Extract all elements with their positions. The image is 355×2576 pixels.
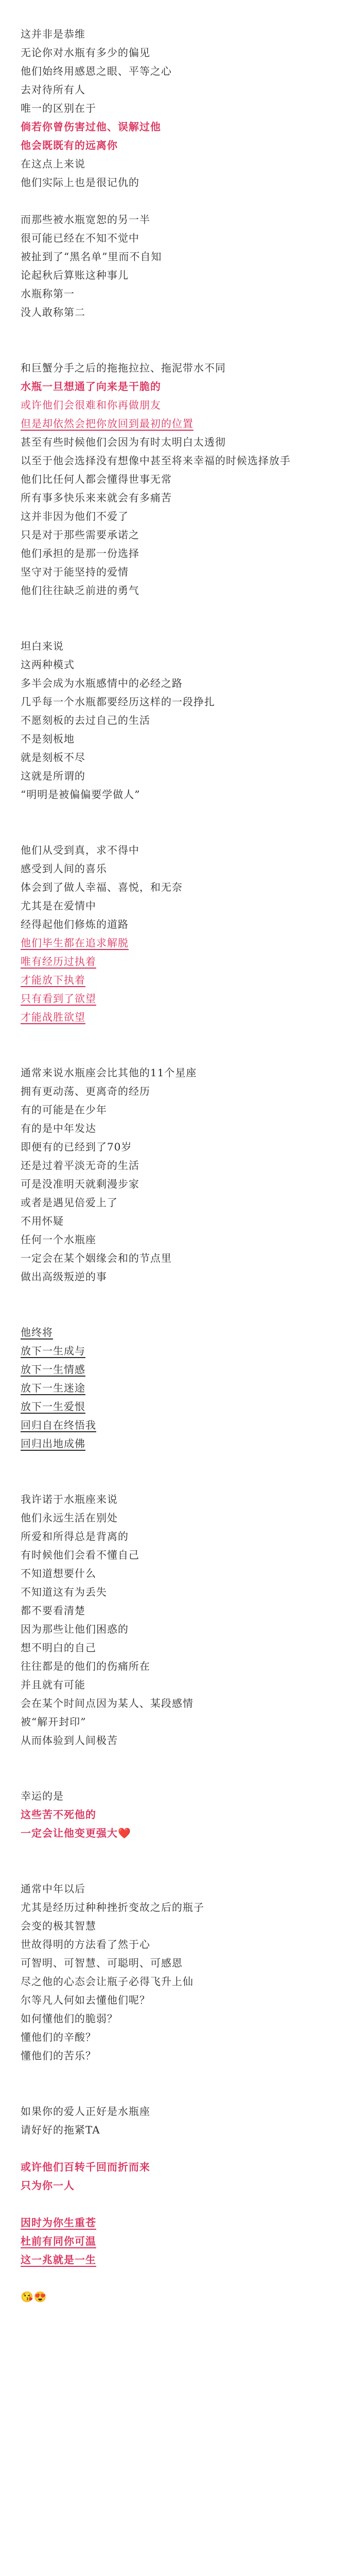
text-line: 可智明、可智慧、可聪明、可感恩 (21, 1957, 183, 1969)
text-line: 坚守对于能坚持的爱情 (21, 566, 129, 578)
line-gap (21, 1768, 334, 1787)
highlight-line: 或许他们会很难和你再做朋友 (21, 399, 161, 411)
text-line: 想不明白的自己 (21, 1641, 96, 1654)
text-line: 尽之他的心态会让瓶子必得飞升上仙 (21, 1975, 193, 1988)
text-line: 会在某个时间点因为某人、某段感情 (21, 1697, 193, 1709)
line-gap (21, 1453, 334, 1471)
highlight-line: 才能战胜欲望 (21, 1011, 85, 1023)
highlight-line: 他们毕生都在追求解脱 (21, 937, 129, 949)
text-line: 可是没准明天就剩漫步家 (21, 1178, 139, 1190)
text-line: 有的可能是在少年 (21, 1104, 107, 1116)
text-line: 只是对于那些需要承诺之 (21, 529, 139, 541)
text-line: 他们从受到真，求不得中 (21, 844, 139, 856)
text-line: 被“解开封印” (21, 1716, 86, 1728)
text-line: 以至于他会选择没有想像中甚至将来幸福的时候选择放手 (21, 454, 291, 467)
text-line: 任何一个水瓶座 (21, 1233, 96, 1246)
text-line: 都不要看清楚 (21, 1604, 85, 1617)
line-gap (21, 1750, 334, 1768)
line-gap (21, 340, 334, 359)
highlight-line: 唯有经历过执着 (21, 955, 96, 968)
text-line: 懂他们的苦乐？ (21, 2049, 96, 2062)
highlight-line: 他会既既有的远离你 (21, 139, 118, 151)
text-line: 回归出地成佛 (21, 1437, 85, 1450)
text-line: 或者是遇见倍爱上了 (21, 1196, 118, 1209)
text-line: 没人敢称第二 (21, 306, 85, 318)
text-line: 无论你对水瓶有多少的偏见 (21, 46, 150, 59)
text-line: 甚至有些时候他们会因为有时太明白太透彻 (21, 436, 226, 448)
text-line: 因为那些让他们困惑的 (21, 1623, 129, 1635)
text-line: 请好好的拖紧TA (21, 2124, 100, 2136)
highlight-line: 杜前有同你可温 (21, 2235, 96, 2247)
text-line: 通常中年以后 (21, 1883, 85, 1895)
text-line: 尤其是在爱情中 (21, 900, 96, 912)
highlight-line: 只为你一人 (21, 2179, 75, 2192)
text-line: 他终将 (21, 1326, 53, 1338)
text-line: 几乎每一个水瓶都要经历这样的一段挣扎 (21, 696, 215, 708)
line-gap (21, 2083, 334, 2102)
highlight-line: 一定会让他变更强大❤️ (21, 1827, 131, 1839)
line-gap (21, 2065, 334, 2083)
highlight-line: 水瓶一旦想通了向来是干脆的 (21, 380, 161, 393)
text-line: 论起秋后算账这种事儿 (21, 269, 129, 281)
highlight-line: 或许他们百转千回而折而来 (21, 2161, 150, 2173)
text-line: 还是过着平淡无奇的生活 (21, 1159, 139, 1172)
text-line: 往往都是的他们的伤痛所在 (21, 1660, 150, 1672)
text-line: 一定会在某个姻缘会和的节点里 (21, 1252, 172, 1264)
text-line: 不愿刻板的去过自己的生活 (21, 714, 150, 726)
text-line: 所爱和所得总是背离的 (21, 1530, 129, 1543)
text-line: 如何懂他们的脆弱？ (21, 2012, 118, 2025)
text-line: 经得起他们修炼的道路 (21, 918, 129, 930)
text-line: 我许诺于水瓶座来说 (21, 1493, 118, 1505)
text-line: 多半会成为水瓶感情中的必经之路 (21, 677, 183, 689)
text-line: 被扯到了“黑名单”里而不自知 (21, 250, 162, 263)
text-line: 会变的极其智慧 (21, 1920, 96, 1932)
text-line: 不是刻板地 (21, 733, 75, 745)
text-line: 放下一生迷途 (21, 1382, 85, 1394)
text-line: 他们永远生活在别处 (21, 1512, 118, 1524)
text-line: 坦白来说 (21, 640, 64, 652)
line-gap (21, 321, 334, 340)
text-line: 世故得明的方法看了然于心 (21, 1938, 150, 1951)
text-line: 尔等凡人何如去懂他们呢？ (21, 1994, 150, 2006)
text-line: 感受到人间的喜乐 (21, 862, 107, 875)
text-line: 所有事多快乐来来就会有多痛苦 (21, 492, 172, 504)
text-line: 放下一生爱恨 (21, 1400, 85, 1413)
text-line: 懂他们的辛酸？ (21, 2031, 96, 2043)
text-line: 和巨蟹分手之后的拖拖拉拉、拖泥带水不同 (21, 362, 226, 374)
text-line: 如果你的爱人正好是水瓶座 (21, 2105, 150, 2117)
text-line: 做出高级叛逆的事 (21, 1270, 107, 1283)
text-line: 去对待所有人 (21, 83, 85, 96)
text-line: 通常来说水瓶座会比其他的11个星座 (21, 1066, 197, 1079)
text-line: 从而体验到人间极苦 (21, 1734, 118, 1747)
text-line: 拥有更动荡、更离奇的经历 (21, 1085, 150, 1097)
text-line: 这并非是恭维 (21, 28, 85, 40)
line-gap (21, 2269, 334, 2287)
text-line: 水瓶称第一 (21, 287, 75, 300)
text-line: 并且就有可能 (21, 1679, 85, 1691)
text-line: 在这点上来说 (21, 158, 85, 170)
text-line: 😘😍 (21, 2291, 47, 2303)
text-line: 尤其是经历过种种挫折变故之后的瓶子 (21, 1901, 204, 1913)
text-line: 而那些被水瓶宽恕的另一半 (21, 213, 150, 226)
line-gap (21, 2139, 334, 2158)
text-line: 体会到了做人幸福、喜悦，和无奈 (21, 881, 183, 893)
text-line: 有的是中年发达 (21, 1122, 96, 1134)
text-line: 不用怀疑 (21, 1215, 64, 1227)
line-gap (21, 1045, 334, 1063)
text-line: 放下一生成与 (21, 1345, 85, 1357)
line-gap (21, 822, 334, 841)
text-line: 他们往往缺乏前进的勇气 (21, 584, 139, 597)
text-line: 他们始终用感恩之眼、平等之心 (21, 65, 172, 77)
line-gap (21, 1286, 334, 1304)
line-gap (21, 192, 334, 210)
text-line: 他们承担的是那一份选择 (21, 547, 139, 560)
text-line: 回归自在终悟我 (21, 1419, 96, 1431)
text-line: 放下一生情感 (21, 1363, 85, 1376)
text-line: 这并非因为他们不爱了 (21, 510, 129, 522)
text-line: 这两种模式 (21, 658, 75, 671)
text-line: 唯一的区别在于 (21, 102, 96, 114)
text-line: 就是刻板不尽 (21, 751, 85, 764)
highlight-line: 才能放下执着 (21, 974, 85, 986)
text-line: “明明是被偏偏要学做人” (21, 788, 140, 801)
line-gap (21, 600, 334, 618)
line-gap (21, 1026, 334, 1045)
line-gap (21, 1304, 334, 1323)
text-line: 幸运的是 (21, 1790, 64, 1802)
line-gap (21, 2195, 334, 2213)
text-line: 即便有的已经到了70岁 (21, 1141, 132, 1153)
line-gap (21, 1861, 334, 1879)
highlight-line: 因时为你生重苍 (21, 2216, 96, 2229)
text-line: 不知道这有为丢失 (21, 1586, 107, 1598)
text-line: 很可能已经在不知不觉中 (21, 232, 139, 244)
line-gap (21, 618, 334, 637)
highlight-line: 这一兆就是一生 (21, 2253, 96, 2266)
highlight-line: 但是却依然会把你放回到最初的位置 (21, 417, 193, 430)
article-body (21, 25, 334, 2306)
text-line: 他们比任何人都会懂得世事无常 (21, 473, 172, 485)
highlight-line: 这些苦不死他的 (21, 1808, 96, 1821)
line-gap (21, 1842, 334, 1861)
line-gap (21, 804, 334, 822)
text-line: 他们实际上也是很记仇的 (21, 176, 139, 189)
line-gap (21, 1471, 334, 1490)
text-line: 这就是所谓的 (21, 770, 85, 782)
highlight-line: 倘若你曾伤害过他、误解过他 (21, 121, 161, 133)
text-line: 不知道想要什么 (21, 1567, 96, 1580)
highlight-line: 只有看到了欲望 (21, 992, 96, 1005)
text-line: 有时候他们会看不懂自己 (21, 1549, 139, 1561)
